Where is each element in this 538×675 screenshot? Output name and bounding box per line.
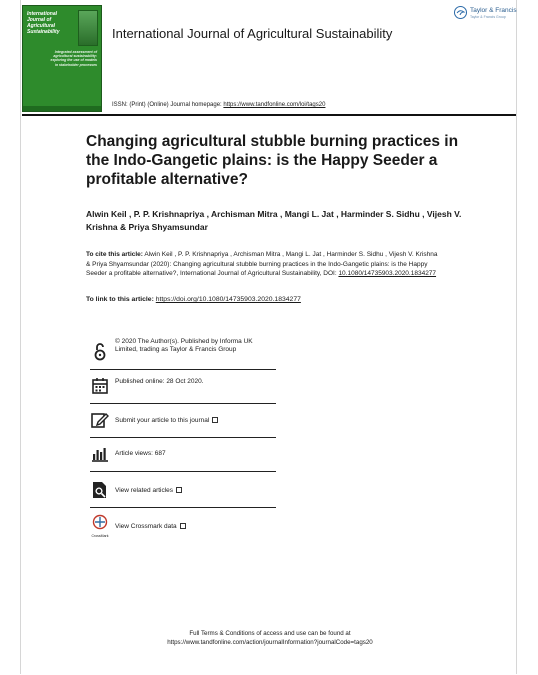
link-label: To link to this article: — [86, 296, 156, 303]
article-link-line — [86, 296, 301, 303]
publisher-logo[interactable] — [454, 6, 518, 22]
submit-text: Submit your article to this journal — [115, 417, 210, 424]
journal-cover-image[interactable] — [22, 5, 102, 112]
article-authors: Alwin Keil , P. P. Krishnapriya , Archisman Mitra , Mangi L. Jat , Harminder S. Sidhu , Vijesh V. Krishna & Priya Shyamsundar — [86, 209, 462, 232]
item-divider — [90, 437, 276, 438]
cover-subtitle: Integrated assessment of agricultural sustainability: exploring the use of models in stakeholder processes — [50, 50, 97, 67]
issn-line — [112, 102, 325, 108]
publisher-logo-icon — [454, 6, 467, 19]
item-divider — [90, 471, 276, 472]
open-access-icon — [90, 342, 110, 362]
citation-block — [86, 250, 441, 279]
search-document-icon — [90, 480, 110, 500]
article-doi-link[interactable]: https://doi.org/10.1080/14735903.2020.1834277 — [155, 296, 301, 303]
views-text: Article views: 687 — [115, 450, 166, 457]
publisher-tagline: Taylor & Francis Group — [470, 15, 506, 19]
published-text: Published online: 28 Oct 2020. — [115, 378, 204, 385]
journal-homepage-link[interactable]: https://www.tandfonline.com/loi/tags20 — [223, 102, 326, 108]
external-link-icon — [212, 417, 218, 423]
header-rule — [22, 114, 516, 116]
item-divider — [90, 403, 276, 404]
cover-band — [23, 106, 101, 111]
bar-chart-icon — [90, 444, 110, 464]
external-link-icon — [176, 487, 182, 493]
crossmark-icon — [90, 514, 110, 534]
cover-photo — [78, 10, 98, 46]
issn-prefix: ISSN: (Print) (Online) Journal homepage: — [112, 102, 224, 108]
item-divider — [90, 507, 276, 508]
published-item — [90, 372, 266, 404]
footer-terms-link[interactable]: https://www.tandfonline.com/action/journalInformation?journalCode=tags20 — [167, 638, 373, 646]
related-link[interactable] — [115, 486, 271, 495]
license-item — [90, 338, 266, 370]
views-item — [90, 440, 266, 472]
journal-title: International Journal of Agricultural Sustainability — [112, 26, 393, 41]
calendar-icon — [90, 376, 110, 396]
related-text: View related articles — [115, 487, 174, 494]
footer — [100, 630, 440, 647]
submit-item[interactable] — [90, 406, 266, 438]
crossmark-item[interactable] — [90, 512, 266, 544]
citation-label: To cite this article: — [86, 251, 143, 258]
cover-title: International Journal of Agricultural Sustainability — [27, 11, 60, 35]
edit-icon — [90, 410, 110, 430]
article-title: Changing agricultural stubble burning practices in the Indo-Gangetic plains: is the Happy Seeder a profitable alternative? — [86, 133, 459, 188]
submit-link[interactable] — [115, 416, 271, 425]
crossmark-link[interactable] — [115, 522, 271, 531]
publisher-name: Taylor & Francis — [470, 7, 517, 14]
footer-terms-text: Full Terms & Conditions of access and use can be found at — [189, 630, 351, 637]
license-text: © 2020 The Author(s). Published by Informa UK Limited, trading as Taylor & Francis Group — [115, 338, 253, 353]
related-item[interactable] — [90, 476, 266, 508]
crossmark-text: View Crossmark data — [115, 523, 177, 530]
crossmark-logo-text: CrossMark — [91, 534, 109, 538]
citation-doi-link[interactable]: 10.1080/14735903.2020.1834277 — [338, 270, 437, 277]
item-divider — [90, 369, 276, 370]
citation-text: Alwin Keil , P. P. Krishnapriya , Archisman Mitra , Mangi L. Jat , Harminder S. Sidhu , Vijesh V. Krishna & Priya Shyamsundar (2020): Changing agricultural stubble burning practices in the Indo-Gangetic plains: is the Happy Seeder a profitable alternative?, International Journal of Agricultural Sustainability, DOI: — [86, 251, 438, 277]
external-link-icon — [180, 523, 186, 529]
